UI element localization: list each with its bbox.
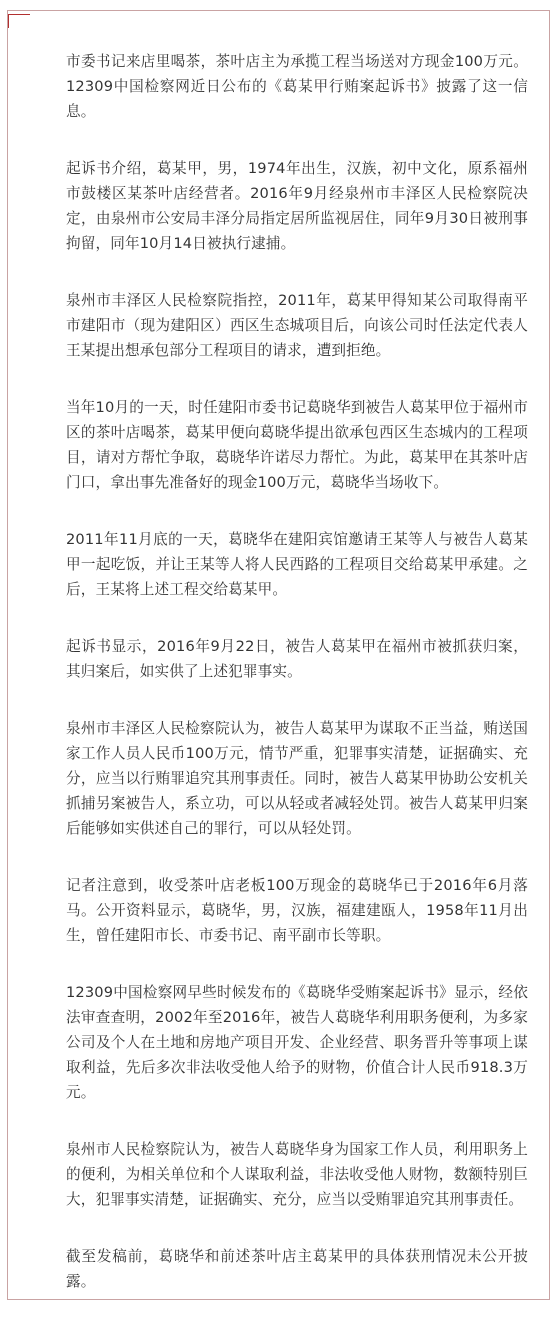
paragraph-10: 泉州市人民检察院认为，被告人葛晓华身为国家工作人员，利用职务上的便利，为相关单位和个人谋取利益，非法收受他人财物，数额特别巨大，犯罪事实清楚，证据确实、充分，应当以受贿罪追究其刑事责任。 [66, 1141, 528, 1208]
paragraph-4: 当年10月的一天，时任建阳市委书记葛晓华到被告人葛某甲位于福州市区的茶叶店喝茶，葛某甲便向葛晓华提出欲承包西区生态城内的工程项目，请对方帮忙争取，葛晓华许诺尽力帮忙。为此，葛某甲在其茶叶店门口，拿出事先准备好的现金100万元，葛晓华当场收下。 [66, 399, 528, 491]
paragraph-3: 泉州市丰泽区人民检察院指控，2011年，葛某甲得知某公司取得南平市建阳市（现为建阳区）西区生态城项目后，向该公司时任法定代表人王某提出想承包部分工程项目的请求，遭到拒绝。 [66, 292, 528, 359]
paragraph-8: 记者注意到，收受茶叶店老板100万现金的葛晓华已于2016年6月落马。公开资料显示，葛晓华，男，汉族，福建建瓯人，1958年11月出生，曾任建阳市长、市委书记、南平副市长等职。 [66, 877, 528, 944]
paragraph-9: 12309中国检察网早些时候发布的《葛晓华受贿案起诉书》显示，经依法审查查明，2002年至2016年，被告人葛晓华利用职务便利，为多家公司及个人在土地和房地产项目开发、企业经营、职务晋升等事项上谋取利益，先后多次非法收受他人给予的财物，价值合计人民币918.3万元。 [66, 984, 528, 1101]
corner-accent [8, 14, 30, 28]
paragraph-1: 市委书记来店里喝茶，茶叶店主为承揽工程当场送对方现金100万元。12309中国检察网近日公布的《葛某甲行贿案起诉书》披露了这一信息。 [66, 53, 528, 120]
article-body [66, 49, 528, 1326]
article-frame [7, 10, 550, 1300]
paragraph-7: 泉州市丰泽区人民检察院认为，被告人葛某甲为谋取不正当益，贿送国家工作人员人民币100万元，情节严重，犯罪事实清楚，证据确实、充分，应当以行贿罪追究其刑事责任。同时，被告人葛某甲协助公安机关抓捕另案被告人，系立功，可以从轻或者减轻处罚。被告人葛某甲归案后能够如实供述自己的罪行，可以从轻处罚。 [66, 720, 528, 837]
paragraph-5: 2011年11月底的一天，葛晓华在建阳宾馆邀请王某等人与被告人葛某甲一起吃饭，并让王某等人将人民西路的工程项目交给葛某甲承建。之后，王某将上述工程交给葛某甲。 [66, 531, 528, 598]
paragraph-2: 起诉书介绍，葛某甲，男，1974年出生，汉族，初中文化，原系福州市鼓楼区某茶叶店经营者。2016年9月经泉州市丰泽区人民检察院决定，由泉州市公安局丰泽分局指定居所监视居住，同年9月30日被刑事拘留，同年10月14日被执行逮捕。 [66, 160, 528, 252]
paragraph-6: 起诉书显示，2016年9月22日，被告人葛某甲在福州市被抓获归案，其归案后，如实供了上述犯罪事实。 [66, 638, 528, 680]
paragraph-11: 截至发稿前，葛晓华和前述茶叶店主葛某甲的具体获刑情况未公开披露。 [66, 1248, 528, 1290]
